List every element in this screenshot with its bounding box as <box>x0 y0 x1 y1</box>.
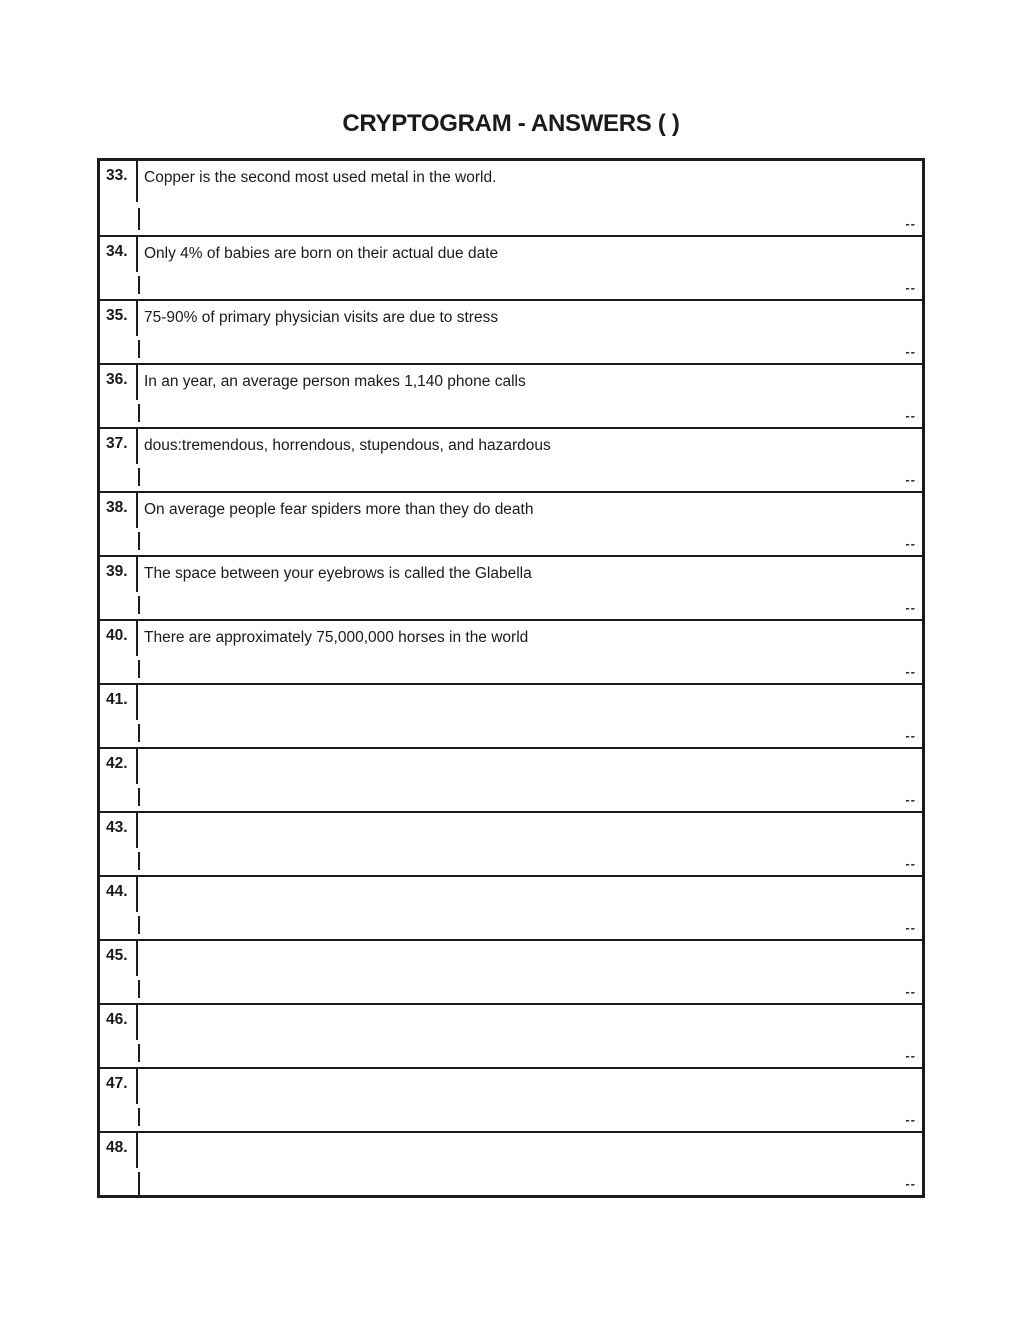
column-divider-upper <box>136 365 138 400</box>
column-divider-lower <box>138 852 140 870</box>
column-divider-upper <box>136 1133 138 1168</box>
table-row <box>100 685 922 749</box>
answer-slot-marker: -- <box>905 1112 916 1127</box>
answer-slot-marker: -- <box>905 664 916 679</box>
table-row <box>100 161 922 237</box>
table-row <box>100 365 922 429</box>
column-divider-lower <box>138 532 140 550</box>
answer-text: In an year, an average person makes 1,140 phone calls <box>144 373 526 390</box>
answer-number: 46. <box>106 1011 128 1028</box>
column-divider-upper <box>136 813 138 848</box>
answer-number: 48. <box>106 1139 128 1156</box>
column-divider-upper <box>136 237 138 272</box>
answer-number: 34. <box>106 243 128 260</box>
column-divider-upper <box>136 557 138 592</box>
answer-number: 45. <box>106 947 128 964</box>
column-divider-upper <box>136 301 138 336</box>
answer-text: On average people fear spiders more than they do death <box>144 501 534 518</box>
answer-text: dous:tremendous, horrendous, stupendous, and hazardous <box>144 437 551 454</box>
column-divider-lower <box>138 788 140 806</box>
table-row <box>100 1133 922 1195</box>
column-divider-lower <box>138 1044 140 1062</box>
column-divider-upper <box>136 877 138 912</box>
table-row <box>100 941 922 1005</box>
column-divider-lower <box>138 468 140 486</box>
answer-number: 40. <box>106 627 128 644</box>
answer-slot-marker: -- <box>905 1048 916 1063</box>
column-divider-upper <box>136 621 138 656</box>
answer-number: 37. <box>106 435 128 452</box>
answers-table <box>97 158 925 1198</box>
answer-text: Copper is the second most used metal in the world. <box>144 169 497 186</box>
answer-slot-marker: -- <box>905 920 916 935</box>
answer-number: 43. <box>106 819 128 836</box>
table-row <box>100 429 922 493</box>
column-divider-lower <box>138 916 140 934</box>
answer-text: There are approximately 75,000,000 horses in the world <box>144 629 529 646</box>
column-divider-lower <box>138 276 140 294</box>
table-row <box>100 301 922 365</box>
answer-number: 42. <box>106 755 128 772</box>
table-row <box>100 493 922 557</box>
answer-number: 38. <box>106 499 128 516</box>
answer-slot-marker: -- <box>905 408 916 423</box>
column-divider-upper <box>136 749 138 784</box>
column-divider-upper <box>136 685 138 720</box>
column-divider-lower <box>138 980 140 998</box>
column-divider-lower <box>138 1172 140 1195</box>
answer-slot-marker: -- <box>905 856 916 871</box>
table-row <box>100 1005 922 1069</box>
answer-number: 41. <box>106 691 128 708</box>
table-row <box>100 557 922 621</box>
column-divider-upper <box>136 1005 138 1040</box>
column-divider-lower <box>138 340 140 358</box>
answer-slot-marker: -- <box>905 984 916 999</box>
table-row <box>100 749 922 813</box>
column-divider-upper <box>136 429 138 464</box>
answer-slot-marker: -- <box>905 1176 916 1191</box>
column-divider-lower <box>138 724 140 742</box>
column-divider-lower <box>138 1108 140 1126</box>
table-row <box>100 1069 922 1133</box>
column-divider-lower <box>138 208 140 230</box>
column-divider-upper <box>136 1069 138 1104</box>
table-row <box>100 813 922 877</box>
answer-slot-marker: -- <box>905 536 916 551</box>
page-title: CRYPTOGRAM - ANSWERS ( ) <box>342 110 680 137</box>
answer-slot-marker: -- <box>905 728 916 743</box>
answer-slot-marker: -- <box>905 280 916 295</box>
answer-text: The space between your eyebrows is called the Glabella <box>144 565 532 582</box>
answer-number: 39. <box>106 563 128 580</box>
answer-slot-marker: -- <box>905 216 916 231</box>
column-divider-lower <box>138 660 140 678</box>
table-row <box>100 237 922 301</box>
column-divider-lower <box>138 596 140 614</box>
answer-number: 47. <box>106 1075 128 1092</box>
answer-number: 35. <box>106 307 128 324</box>
answer-text: Only 4% of babies are born on their actual due date <box>144 245 499 262</box>
answer-number: 44. <box>106 883 128 900</box>
column-divider-upper <box>136 161 138 202</box>
answer-number: 33. <box>106 167 128 184</box>
answer-slot-marker: -- <box>905 792 916 807</box>
answer-slot-marker: -- <box>905 472 916 487</box>
column-divider-lower <box>138 404 140 422</box>
column-divider-upper <box>136 493 138 528</box>
answer-number: 36. <box>106 371 128 388</box>
column-divider-upper <box>136 941 138 976</box>
answer-text: 75-90% of primary physician visits are due to stress <box>144 309 499 326</box>
answer-slot-marker: -- <box>905 600 916 615</box>
table-row <box>100 877 922 941</box>
answer-slot-marker: -- <box>905 344 916 359</box>
table-row <box>100 621 922 685</box>
